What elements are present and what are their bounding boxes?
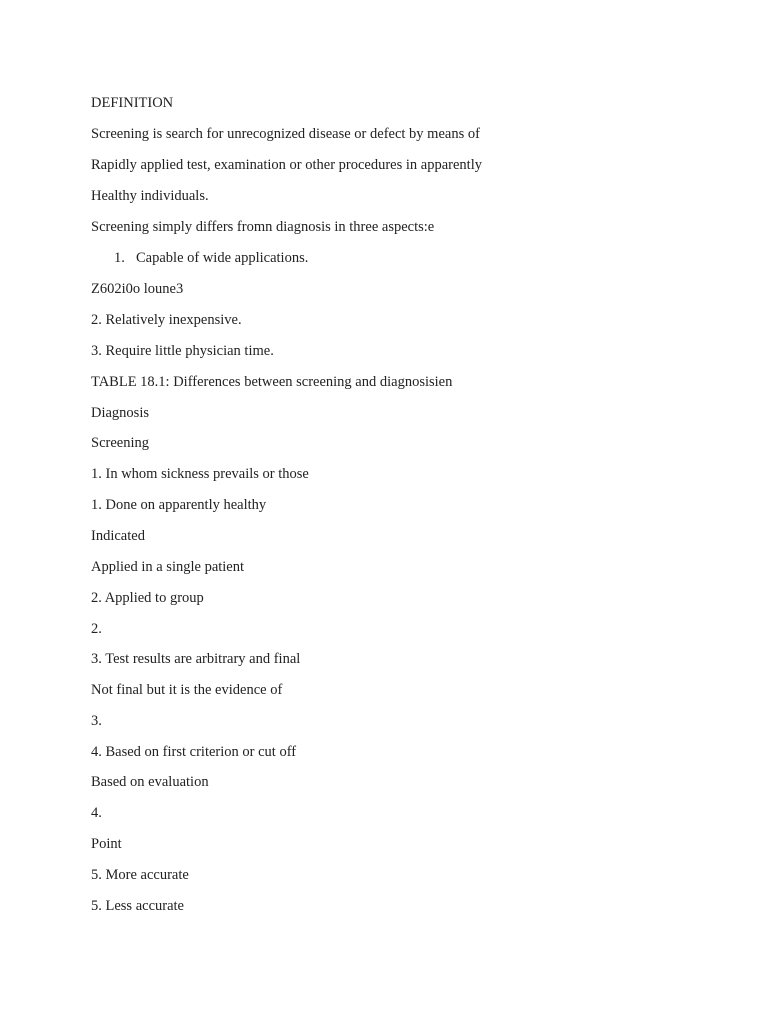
table-line: 2. Applied to group bbox=[91, 590, 204, 606]
table-line: Indicated bbox=[91, 528, 145, 544]
stray-text: Z602i0o loune3 bbox=[91, 281, 184, 297]
table-line: 4. Based on first criterion or cut off bbox=[91, 744, 297, 760]
table-line: 4. bbox=[91, 805, 102, 821]
document-heading: DEFINITION bbox=[91, 95, 174, 111]
table-line: Based on evaluation bbox=[91, 774, 209, 790]
table-line: 5. More accurate bbox=[91, 867, 189, 883]
table-line: 3. Test results are arbitrary and final bbox=[91, 651, 301, 667]
list-item-number: 1. bbox=[114, 250, 125, 266]
point-2: 2. Relatively inexpensive. bbox=[91, 312, 242, 328]
table-line: 1. Done on apparently healthy bbox=[91, 497, 267, 513]
definition-line-3: Healthy individuals. bbox=[91, 188, 209, 204]
table-line: 1. In whom sickness prevails or those bbox=[91, 466, 309, 482]
table-line: Screening bbox=[91, 435, 149, 451]
list-item-text: Capable of wide applications. bbox=[136, 250, 309, 266]
table-line: 5. Less accurate bbox=[91, 898, 184, 914]
table-line: 3. bbox=[91, 713, 102, 729]
table-line: 2. bbox=[91, 621, 102, 637]
definition-line-2: Rapidly applied test, examination or other procedures in apparently bbox=[91, 157, 482, 173]
list-item-1 bbox=[114, 249, 308, 267]
table-line: Point bbox=[91, 836, 122, 852]
table-line: Applied in a single patient bbox=[91, 559, 245, 575]
definition-line-1: Screening is search for unrecognized disease or defect by means of bbox=[91, 126, 480, 142]
table-line: Diagnosis bbox=[91, 405, 149, 421]
table-line: Not final but it is the evidence of bbox=[91, 682, 283, 698]
point-3: 3. Require little physician time. bbox=[91, 343, 274, 359]
table-caption: TABLE 18.1: Differences between screening and diagnosisien bbox=[91, 374, 453, 390]
differs-line: Screening simply differs fromn diagnosis in three aspects:e bbox=[91, 219, 435, 235]
